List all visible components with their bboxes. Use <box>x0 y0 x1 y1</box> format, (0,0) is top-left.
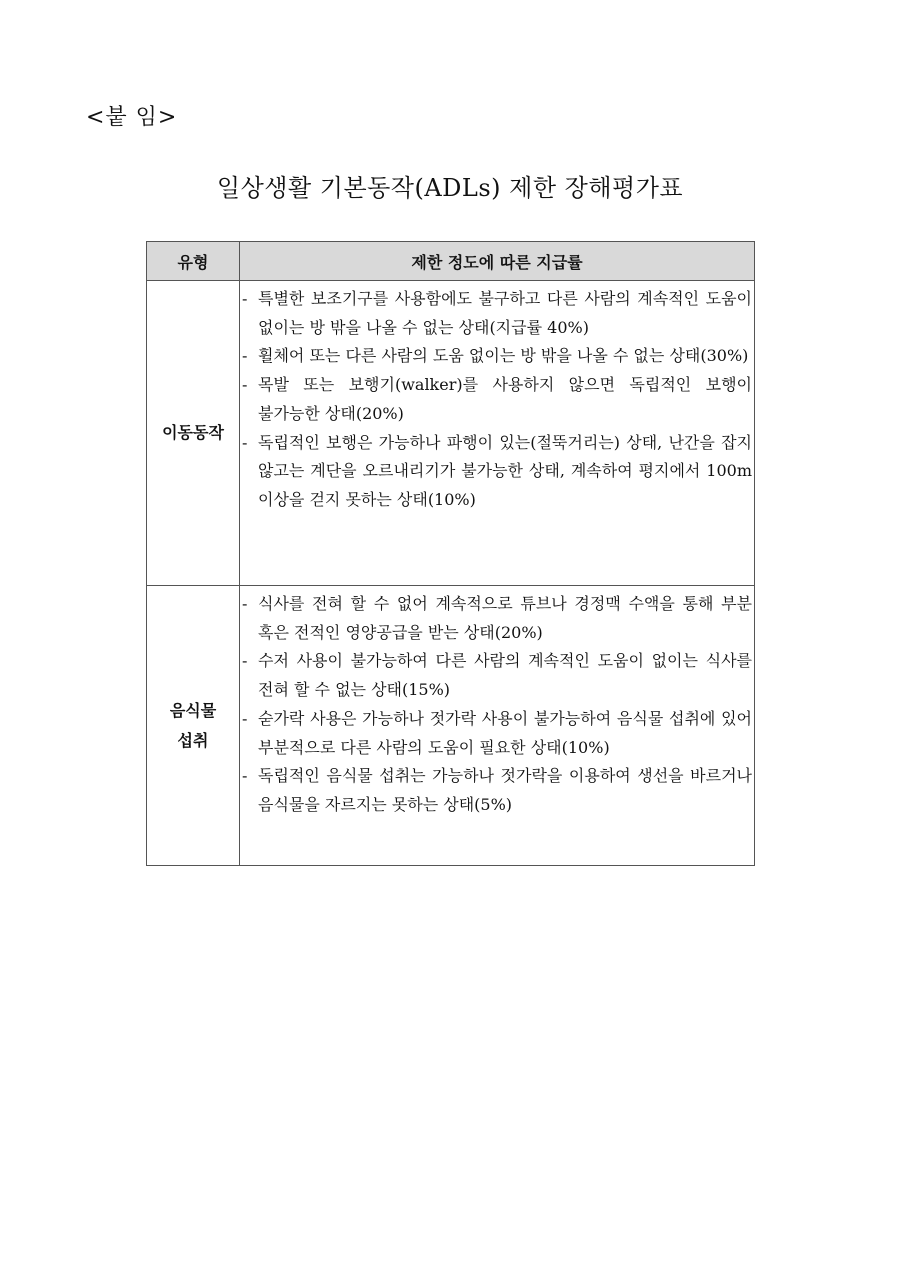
criteria-item: - 독립적인 음식물 섭취는 가능하나 젓가락을 이용하여 생선을 바르거나 음식물을 자르지는 못하는 상태(5%) <box>240 762 752 819</box>
adl-evaluation-table <box>146 241 755 866</box>
criteria-item: - 휠체어 또는 다른 사람의 도움 없이는 방 밖을 나올 수 없는 상태(30%) <box>240 342 752 371</box>
document-title: 일상생활 기본동작(ADLs) 제한 장해평가표 <box>216 174 684 202</box>
criteria-list <box>240 590 752 820</box>
criteria-list <box>240 285 752 515</box>
type-cell-eating <box>147 586 240 866</box>
criteria-cell-eating <box>240 586 755 866</box>
criteria-item: - 특별한 보조기구를 사용함에도 불구하고 다른 사람의 계속적인 도움이 없이는 방 밖을 나올 수 없는 상태(지급률 40%) <box>240 285 752 342</box>
criteria-item: - 식사를 전혀 할 수 없어 계속적으로 튜브나 경정맥 수액을 통해 부분 혹은 전적인 영양공급을 받는 상태(20%) <box>240 590 752 647</box>
table-header-row <box>147 242 755 281</box>
table-row-mobility <box>147 281 755 586</box>
table-row-eating <box>147 586 755 866</box>
criteria-item: - 수저 사용이 불가능하여 다른 사람의 계속적인 도움이 없이는 식사를 전혀 할 수 없는 상태(15%) <box>240 647 752 704</box>
type-label: 이동동작 <box>162 423 224 442</box>
header-payment-rate: 제한 정도에 따른 지급률 <box>240 242 755 281</box>
criteria-cell-mobility <box>240 281 755 586</box>
criteria-item: - 숟가락 사용은 가능하나 젓가락 사용이 불가능하여 음식물 섭취에 있어 부분적으로 다른 사람의 도움이 필요한 상태(10%) <box>240 705 752 762</box>
type-label-line-1: 음식물 <box>169 700 217 720</box>
type-cell-mobility <box>147 281 240 586</box>
attachment-label: <붙 임> <box>86 105 178 130</box>
criteria-item: - 목발 또는 보행기(walker)를 사용하지 않으면 독립적인 보행이 불가능한 상태(20%) <box>240 371 752 428</box>
type-label-line-2: 섭취 <box>177 730 209 750</box>
criteria-item: - 독립적인 보행은 가능하나 파행이 있는(절뚝거리는) 상태, 난간을 잡지 않고는 계단을 오르내리기가 불가능한 상태, 계속하여 평지에서 100m 이상을 걷지 못하는 상태(10%) <box>240 429 752 515</box>
header-type: 유형 <box>147 242 240 281</box>
